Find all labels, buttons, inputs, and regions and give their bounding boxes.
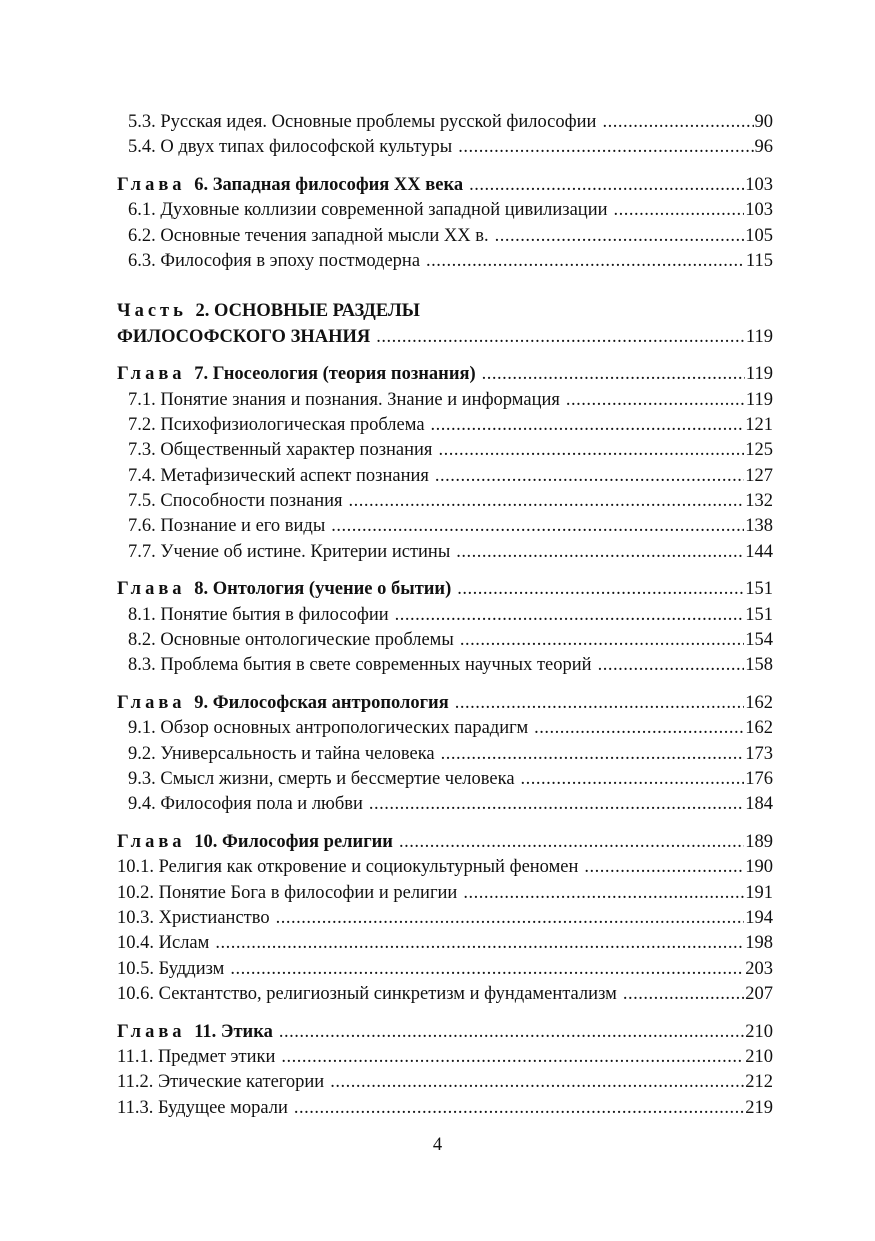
toc-entry-title: 8.2. Основные онтологические проблемы: [128, 630, 454, 651]
toc-leader-dots: [369, 792, 744, 817]
toc-entry-title: 7.7. Учение об истине. Критерии истины: [128, 541, 451, 562]
toc-leader-dots: [482, 362, 745, 387]
toc-entry-title: 7.3. Общественный характер познания: [128, 440, 433, 461]
chapter-title: 7. Гносеология (теория познания): [194, 364, 476, 385]
toc-leader-dots: [349, 489, 745, 514]
toc-entry[interactable]: [117, 1045, 773, 1070]
toc-entry-page: 162: [745, 718, 773, 739]
toc-entry-title: 10.4. Ислам: [117, 933, 210, 954]
part-title-line1: 2. ОСНОВНЫЕ РАЗДЕЛЫ: [195, 301, 420, 322]
part-page: 119: [745, 326, 773, 347]
toc-entry[interactable]: [117, 540, 773, 565]
toc-entry-page: 198: [745, 933, 773, 954]
toc-entry-title: 10.5. Буддизм: [117, 958, 225, 979]
toc-entry-title: 9.2. Универсальность и тайна человека: [128, 743, 435, 764]
toc-entry-title: 10.2. Понятие Бога в философии и религии: [117, 882, 458, 903]
toc-entry-page: 138: [745, 516, 773, 537]
chapter-keyword: Глава: [117, 174, 186, 195]
chapter-page: 162: [745, 692, 773, 713]
toc-leader-dots: [435, 464, 744, 489]
toc-entry[interactable]: [117, 198, 773, 223]
toc-entry[interactable]: [117, 982, 773, 1007]
toc-entry[interactable]: [117, 603, 773, 628]
toc-entry-title: 7.2. Психофизиологическая проблема: [128, 414, 425, 435]
toc-entry-title: 11.3. Будущее морали: [117, 1097, 288, 1118]
toc-leader-dots: [584, 855, 744, 880]
toc-leader-dots: [438, 438, 744, 463]
toc-entry-page: 144: [745, 541, 773, 562]
toc-entry-title: 10.6. Сектантство, религиозный синкретизм и фундаментализм: [117, 984, 617, 1005]
toc-entry-page: 127: [745, 465, 773, 486]
toc-leader-dots: [376, 325, 745, 350]
toc-leader-dots: [441, 742, 745, 767]
toc-entry[interactable]: [117, 957, 773, 982]
toc-entry-title: 6.1. Духовные коллизии современной западной цивилизации: [128, 200, 608, 221]
toc-entry[interactable]: [117, 1096, 773, 1121]
page-number: 4: [432, 1135, 443, 1155]
toc-entry[interactable]: [117, 249, 773, 274]
toc-entry-title: 7.5. Способности познания: [128, 491, 343, 512]
toc-entry-title: 6.3. Философия в эпоху постмодерна: [128, 250, 421, 271]
chapter-page: 103: [745, 174, 773, 195]
toc-entry-title: 11.1. Предмет этики: [117, 1046, 276, 1067]
toc-entry[interactable]: [117, 716, 773, 741]
toc-part-heading-cont[interactable]: [117, 325, 773, 350]
toc-entry-title: 7.4. Метафизический аспект познания: [128, 465, 429, 486]
toc-leader-dots: [614, 198, 745, 223]
toc-entry-page: 151: [745, 604, 773, 625]
chapter-page: 151: [745, 579, 773, 600]
toc-entry-title: 11.2. Этические категории: [117, 1072, 325, 1093]
toc-entry[interactable]: [117, 792, 773, 817]
chapter-keyword: Глава: [117, 1021, 186, 1042]
toc-entry-page: 176: [745, 768, 773, 789]
toc-leader-dots: [455, 691, 745, 716]
toc-entry-title: 10.3. Христианство: [117, 907, 270, 928]
toc-entry[interactable]: [117, 628, 773, 653]
toc-leader-dots: [495, 224, 745, 249]
chapter-title: 8. Онтология (учение о бытии): [194, 579, 452, 600]
chapter-title: 10. Философия религии: [194, 831, 393, 852]
toc-chapter-heading[interactable]: [117, 577, 773, 602]
toc-entry-page: 121: [745, 414, 773, 435]
toc-leader-dots: [431, 413, 745, 438]
toc-leader-dots: [230, 957, 744, 982]
toc-entry-page: 194: [745, 907, 773, 928]
toc-entry-title: 7.6. Познание и его виды: [128, 516, 326, 537]
chapter-title: 11. Этика: [194, 1021, 273, 1042]
chapter-keyword: Глава: [117, 364, 186, 385]
toc-entry[interactable]: [117, 464, 773, 489]
toc-entry-page: 132: [745, 491, 773, 512]
part-keyword: Часть: [117, 301, 187, 322]
toc-entry-page: 154: [745, 630, 773, 651]
toc-entry[interactable]: [117, 742, 773, 767]
toc-entry-page: 90: [754, 112, 773, 132]
toc-leader-dots: [276, 906, 745, 931]
toc-leader-dots: [521, 767, 745, 792]
chapter-keyword: Глава: [117, 579, 186, 600]
toc-entry-title: 8.1. Понятие бытия в философии: [128, 604, 389, 625]
toc-leader-dots: [279, 1020, 744, 1045]
toc-entry-page: 103: [745, 200, 773, 221]
toc-entry-page: 115: [745, 250, 773, 271]
chapter-title: 6. Западная философия ХХ века: [194, 174, 464, 195]
toc-leader-dots: [458, 135, 753, 160]
chapter-keyword: Глава: [117, 831, 186, 852]
toc-entry[interactable]: [117, 135, 773, 160]
toc-entry-page: 219: [745, 1097, 773, 1118]
toc-entry-page: 207: [745, 984, 773, 1005]
toc-leader-dots: [399, 830, 744, 855]
part-title-line2: ФИЛОСОФСКОГО ЗНАНИЯ: [117, 326, 371, 347]
toc-entry-page: 184: [745, 794, 773, 815]
toc-leader-dots: [460, 628, 744, 653]
chapter-page: 119: [745, 364, 773, 385]
toc-entry-page: 173: [745, 743, 773, 764]
toc-leader-dots: [566, 388, 745, 413]
toc-chapter-heading[interactable]: [117, 691, 773, 716]
toc-chapter-heading[interactable]: [117, 173, 773, 198]
toc-entry[interactable]: [117, 906, 773, 931]
toc-entry-page: 96: [754, 137, 773, 158]
toc-leader-dots: [598, 653, 745, 678]
toc-entry-title: 7.1. Понятие знания и познания. Знание и информация: [128, 389, 560, 410]
toc-leader-dots: [623, 982, 744, 1007]
chapter-page: 210: [745, 1021, 773, 1042]
toc-leader-dots: [469, 173, 744, 198]
toc-entry[interactable]: [117, 413, 773, 438]
toc-entry-title: 9.1. Обзор основных антропологических парадигм: [128, 718, 529, 739]
toc-entry[interactable]: [117, 110, 773, 135]
toc-entry-title: 9.4. Философия пола и любви: [128, 794, 363, 815]
toc-entry-page: 125: [745, 440, 773, 461]
toc-entry[interactable]: [117, 514, 773, 539]
chapter-title: 9. Философская антропология: [194, 692, 449, 713]
toc-entry[interactable]: [117, 489, 773, 514]
toc-chapter-heading[interactable]: [117, 362, 773, 387]
toc-entry-title: 5.3. Русская идея. Основные проблемы русской философии: [128, 112, 597, 132]
toc-leader-dots: [294, 1096, 744, 1121]
toc-entry-page: 158: [745, 655, 773, 676]
toc-leader-dots: [534, 716, 744, 741]
chapter-page: 189: [745, 831, 773, 852]
toc-entry-page: 105: [745, 225, 773, 246]
toc-leader-dots: [456, 540, 744, 565]
toc-leader-dots: [331, 514, 744, 539]
toc-leader-dots: [602, 110, 753, 135]
toc-chapter-heading[interactable]: [117, 1020, 773, 1045]
toc-leader-dots: [395, 603, 745, 628]
toc-entry[interactable]: [117, 1070, 773, 1095]
toc-entry[interactable]: [117, 653, 773, 678]
toc-entry-page: 191: [745, 882, 773, 903]
toc-entry-page: 210: [745, 1046, 773, 1067]
toc-entry-title: 5.4. О двух типах философской культуры: [128, 137, 453, 158]
table-of-contents: [117, 110, 773, 1121]
toc-entry-title: 10.1. Религия как откровение и социокультурный феномен: [117, 857, 579, 878]
toc-entry-page: 190: [745, 857, 773, 878]
toc-entry[interactable]: [117, 931, 773, 956]
toc-entry[interactable]: [117, 767, 773, 792]
toc-entry-title: 8.3. Проблема бытия в свете современных научных теорий: [128, 655, 592, 676]
toc-leader-dots: [330, 1070, 744, 1095]
toc-entry[interactable]: [117, 855, 773, 880]
toc-entry[interactable]: [117, 438, 773, 463]
toc-entry-title: 6.2. Основные течения западной мысли ХХ в.: [128, 225, 489, 246]
toc-entry-page: 212: [745, 1072, 773, 1093]
toc-entry-title: 9.3. Смысл жизни, смерть и бессмертие человека: [128, 768, 515, 789]
toc-entry-page: 119: [745, 389, 773, 410]
chapter-keyword: Глава: [117, 692, 186, 713]
toc-leader-dots: [281, 1045, 744, 1070]
toc-entry[interactable]: [117, 881, 773, 906]
toc-leader-dots: [463, 881, 744, 906]
toc-leader-dots: [426, 249, 745, 274]
toc-entry-page: 203: [745, 958, 773, 979]
toc-leader-dots: [215, 931, 744, 956]
toc-chapter-heading[interactable]: [117, 830, 773, 855]
toc-entry[interactable]: [117, 224, 773, 249]
toc-entry[interactable]: [117, 388, 773, 413]
toc-part-heading[interactable]: [117, 299, 773, 324]
toc-leader-dots: [457, 577, 744, 602]
